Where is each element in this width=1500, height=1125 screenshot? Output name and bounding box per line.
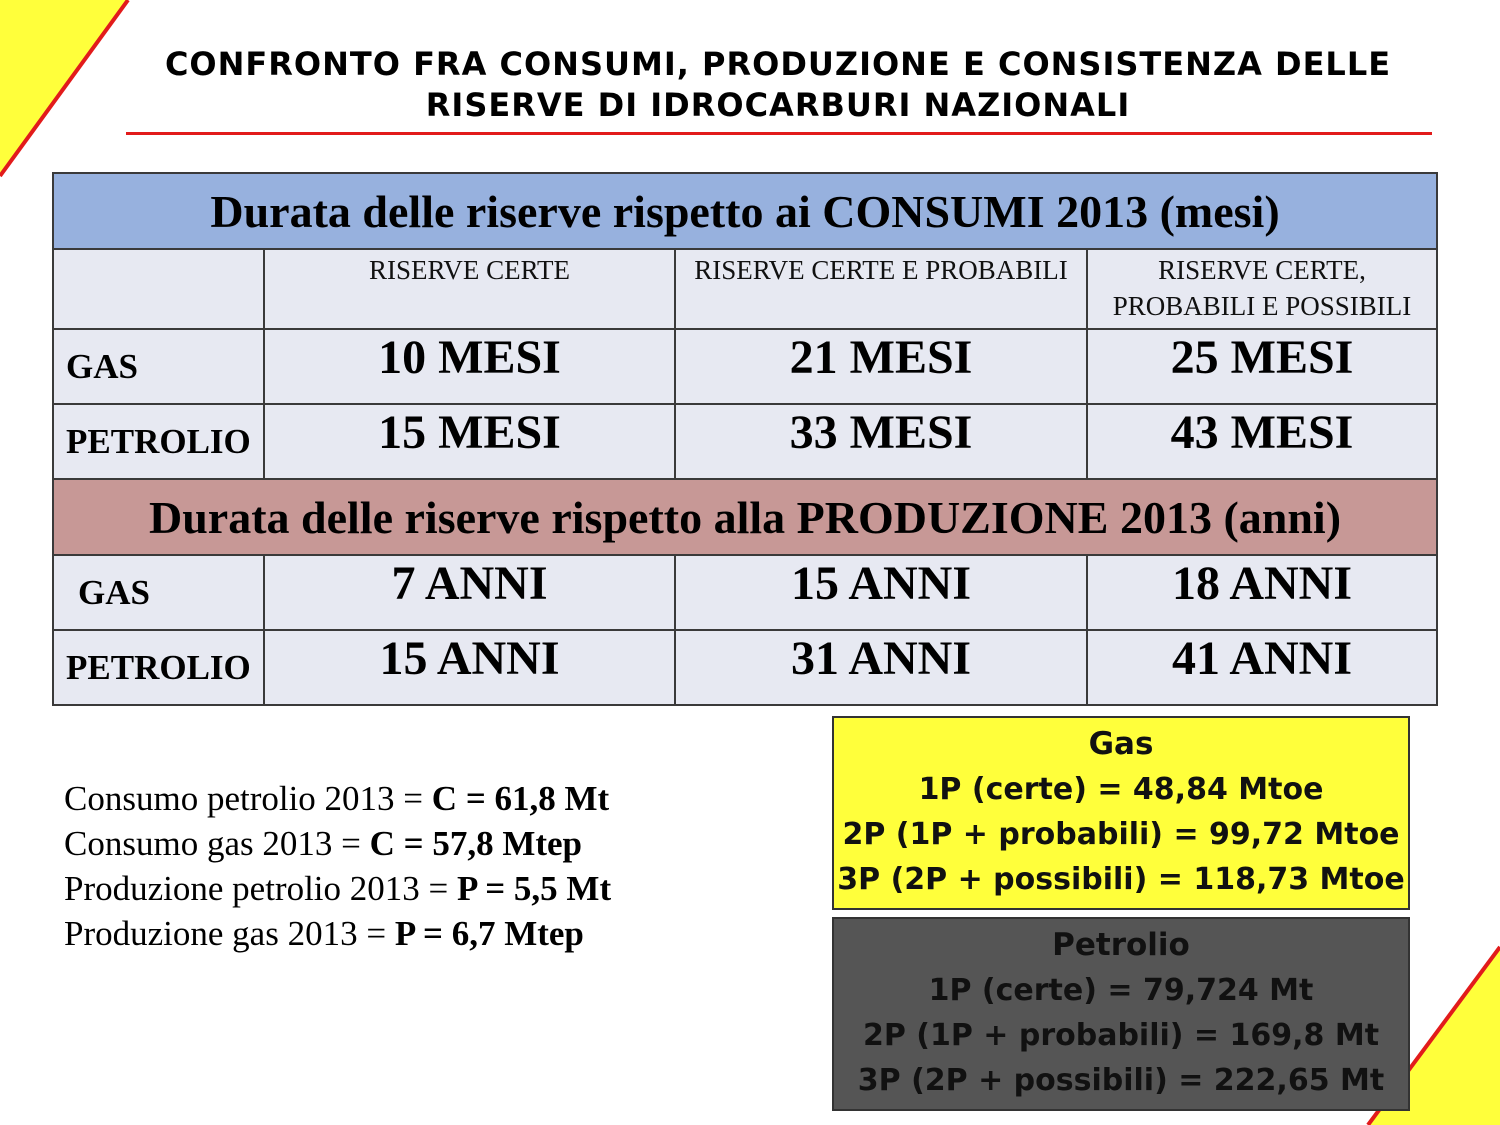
value-cell: 7 ANNI [264,555,675,630]
table-row-production-gas [53,555,1437,630]
table-row-consumption-gas [53,329,1437,404]
gas-box-line: 3P (2P + possibili) = 118,73 Mtoe [837,862,1405,897]
stat-line: Consumo petrolio 2013 = C = 61,8 Mt [64,779,610,818]
stat-line: Consumo gas 2013 = C = 57,8 Mtep [64,824,583,863]
row-label-gas: GAS [53,329,264,404]
value-cell: 15 ANNI [264,630,675,705]
value-cell: 10 MESI [264,329,675,404]
table-row-production-oil [53,630,1437,705]
header-proven-reserves: RISERVE CERTE [264,249,675,329]
header-proven-probable-possible-reserves: RISERVE CERTE, PROBABILI E POSSIBILI [1087,249,1437,329]
oil-box-line: 1P (certe) = 79,724 Mt [928,973,1314,1008]
stat-line: Produzione petrolio 2013 = P = 5,5 Mt [64,869,612,908]
value-cell: 21 MESI [675,329,1087,404]
value-cell: 33 MESI [675,404,1087,479]
corner-decoration-top-left [0,0,132,180]
value-cell: 18 ANNI [1087,555,1437,630]
stat-line: Produzione gas 2013 = P = 6,7 Mtep [64,914,584,953]
page-title-line-1: CONFRONTO FRA CONSUMI, PRODUZIONE E CONSISTENZA DELLE [164,45,1392,83]
gas-box-line: 1P (certe) = 48,84 Mtoe [918,772,1324,807]
page-title [128,44,1428,126]
value-cell: 43 MESI [1087,404,1437,479]
oil-box-line: 2P (1P + probabili) = 169,8 Mt [862,1018,1380,1053]
page-title-line-2: RISERVE DI IDROCARBURI NAZIONALI [425,86,1131,124]
consumption-band-title: Durata delle riserve rispetto ai CONSUMI 2013 (mesi) [53,173,1437,249]
reserves-duration-table [52,172,1438,706]
header-empty-cell [53,249,264,329]
oil-box-title: Petrolio [1052,927,1190,963]
oil-box-line: 3P (2P + possibili) = 222,65 Mt [857,1063,1385,1098]
row-label-gas: GAS [53,555,264,630]
table-row-consumption-oil [53,404,1437,479]
gas-box-title: Gas [1088,726,1154,762]
header-proven-probable-reserves: RISERVE CERTE E PROBABILI [675,249,1087,329]
value-cell: 15 MESI [264,404,675,479]
value-cell: 25 MESI [1087,329,1437,404]
oil-reserves-box [832,917,1410,1111]
consumption-production-stats [64,776,611,956]
production-band-title: Durata delle riserve rispetto alla PRODUZIONE 2013 (anni) [53,479,1437,555]
gas-box-line: 2P (1P + probabili) = 99,72 Mtoe [842,817,1400,852]
value-cell: 15 ANNI [675,555,1087,630]
gas-reserves-box [832,716,1410,910]
title-underline [126,132,1432,135]
value-cell: 31 ANNI [675,630,1087,705]
row-label-petrolio: PETROLIO [53,404,264,479]
row-label-petrolio: PETROLIO [53,630,264,705]
value-cell: 41 ANNI [1087,630,1437,705]
